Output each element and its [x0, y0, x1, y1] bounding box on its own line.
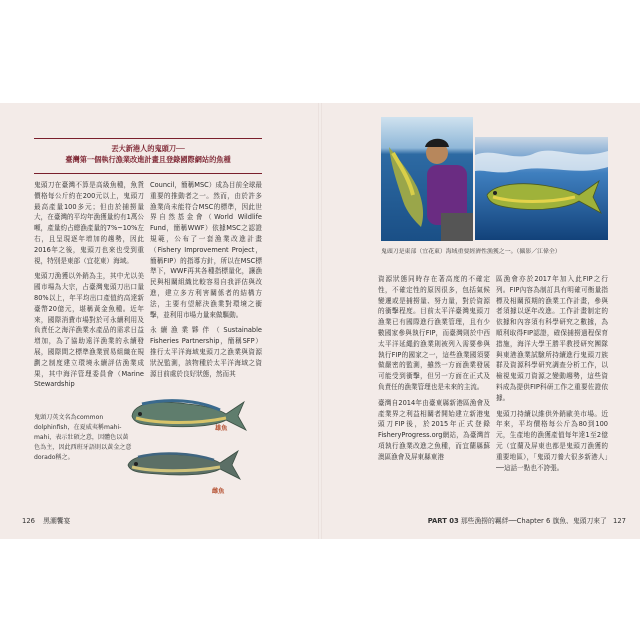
- book-title: 黑潮饗宴: [43, 517, 71, 525]
- page-number-right: 127: [613, 517, 626, 525]
- male-fish-label: 雄魚: [215, 425, 228, 432]
- right-column-1: [378, 274, 490, 526]
- photo-caption: 鬼頭刀是東部（宜花東）海域重要經濟性漁獲之一。（攝影／江偉全）: [381, 249, 561, 255]
- paragraph: 臺灣自2014年由臺東縣新港區漁會及產業界之利益相關者開始建立新港鬼頭刀FIP後，於2015年正式登錄FisheryProgress.org網站，為臺灣首項執行漁業改進之魚種，而宜蘭縣蘇澳區漁會及屏東縣東港: [378, 398, 490, 461]
- page-number-left: 126: [22, 517, 35, 525]
- sidebar-title-line2: 臺灣第一個執行漁業改進計畫且登錄國際網站的魚種: [65, 155, 231, 164]
- left-column-2: [150, 180, 262, 410]
- part-label: PART 03: [427, 517, 459, 525]
- sidebar-title-line1: 丟大新港人的鬼頭刀──: [111, 144, 185, 153]
- underwater-fish-photo: [475, 137, 608, 240]
- paragraph: 區漁會亦於2017年加入此FIP之行列。FIP內容為制訂具有明確可衡量指標及相關預期的漁業工作計畫，參與者須據以逐年改進。工作計畫制定的依據和內容須有科學研究之數據，為順利取得FIP認證，確保捕撈過程保育措施，海洋大學王勝平教授研究團隊與東港漁業試驗所持續進行鬼頭刀族群及資源科學研究調查分析工作，以檢視鬼頭刀資源之變動趨勢，這些資料成為提供FIP科研工作之重要佐證依據。: [496, 275, 608, 402]
- paragraph: Council，簡稱MSC）成為目前全球最重要的推動者之一。然而，由於許多漁業尚未能符合MSC的標準，因此世界自然基金會（World Wildlife Fund，簡稱WWF）依據MSC之認證規範，公布了一套漁業改進計畫（Fishery Improvement Project，簡稱FIP）的指導方針，所以在MSC標準下，WWF再其各種指標量化，讓漁民與相關組織比較容易自我評估與改進，建立多方利害關係者的結構方法，主要有望解決漁業對環境之衝擊，並利用市場力量來做驅動。: [150, 181, 262, 319]
- footer-right: [428, 515, 626, 525]
- fish-caption: 鬼頭刀英文名為common dolphinfish，在夏威夷稱mahi-mahi，表示壯碩之意，因體色以黃色為主，因此西班牙語則以黃金之意dorado稱之。: [34, 414, 132, 461]
- chapter-title: 那些漁撈的羈絆──Chapter 6 旗魚、鬼頭刀來了: [460, 517, 607, 525]
- left-page: [0, 103, 320, 539]
- male-fish-illustration: [128, 396, 250, 434]
- paragraph: 資源狀態同時存在著高度的不確定性，不確定性的原因很多，包括氣候變遷或是捕撈量、努力量，對於資源的衝擊程度。目前太平洋臺灣鬼頭刀漁業已有國際進行漁業管理，且有少數國家參與執行FIP，而臺灣則於中西太平洋延繩釣漁業則被列入需要參與執行FIP的國家之一，這些漁業國須要做嚴密的監測，雖然一方面漁業發展可能受到衝擊，但另一方面在正式及負責任的漁業管理也是未來的主流。: [378, 275, 490, 391]
- right-column-2: [496, 274, 608, 526]
- paragraph: 鬼頭刀漁獲以外銷為主，其中尤以美國市場為大宗，占臺灣鬼頭刀出口量80%以上，年平均出口產值約高達新臺幣20億元，堪稱黃金魚種。近年來，國際消費市場對於可永續利用及負責任之海洋漁業水產品的需求日益增加，為了協助遠洋漁業的永續發展，國際間之標準漁業貿易組織在規劃之制度建立環境永續評估漁業成果，其中海洋管理委員會（Marine Stewardship: [34, 272, 144, 389]
- footer-left: [22, 515, 70, 525]
- sidebar-title: [34, 138, 262, 174]
- left-column-1: [34, 180, 144, 412]
- fisherman-photo: [381, 117, 473, 241]
- paragraph: 鬼頭刀持續以維供外銷歐美市場。近年來，平均價格每公斤為80到100元，生產地的漁獲產值每年達1至2億元（宜蘭及屏東也都是鬼頭刀漁獲的重要地區），「鬼頭刀養大很多新港人」──這話一點也不誇張。: [496, 409, 608, 472]
- female-fish-illustration: [122, 445, 244, 483]
- paragraph: 鬼頭刀在臺灣不算是高級魚種，魚貨價格每公斤約在200元以上，鬼頭刀最高產量100多元；但由於捕撈量大，在臺灣的平均年漁獲量約有1萬公噸，產量約占總漁產量的7%~10%左右，且呈現逐年增加的趨勢，因此2016年之後，鬼頭刀也來也受到重視，特別是東部（宜花東）海域。: [34, 181, 144, 265]
- female-fish-label: 雌魚: [212, 488, 225, 495]
- paragraph: 永續漁業夥伴（Sustainable Fisheries Partnership，簡稱SFP）推行太平洋海域鬼頭刀之漁業與資源狀況監測，該物種於太平洋海域之資源目前處於良好狀態，然而其: [150, 326, 262, 378]
